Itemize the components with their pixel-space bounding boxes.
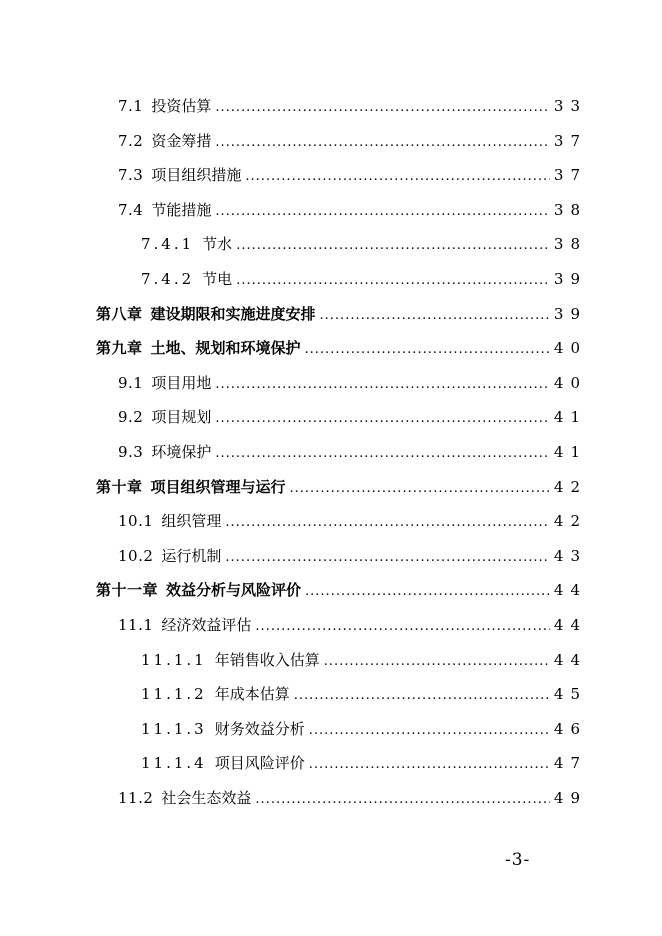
toc-entry-page: 46 (553, 719, 587, 738)
toc-entry[interactable] (118, 614, 587, 636)
toc-entry-title: 节电 (202, 270, 233, 288)
toc-entry[interactable] (141, 649, 587, 671)
toc-entry-number: 7.4.2 (141, 270, 195, 288)
toc-entry[interactable] (118, 441, 587, 463)
toc-entry[interactable] (118, 787, 587, 809)
toc-dot-leader (324, 651, 550, 673)
toc-dot-leader (309, 720, 550, 742)
toc-entry[interactable] (96, 476, 587, 498)
toc-entry-number: 7.3 (118, 166, 144, 185)
toc-entry[interactable] (141, 718, 587, 740)
toc-entry-title: 财务效益分析 (214, 719, 305, 738)
toc-entry-page: 37 (553, 131, 587, 150)
toc-entry-title: 经济效益评估 (161, 616, 252, 634)
toc-entry-number: 11.1.4 (141, 754, 207, 773)
toc-entry-page: 45 (553, 685, 587, 704)
page-number: -3- (505, 850, 531, 870)
toc-entry[interactable] (118, 164, 587, 186)
toc-entry-page: 44 (553, 650, 587, 669)
toc-entry-number: 9.1 (118, 373, 144, 392)
toc-entry-number: 10.1 (118, 512, 154, 531)
toc-dot-leader (225, 547, 549, 569)
toc-entry[interactable] (141, 268, 587, 290)
toc-entry-number: 10.2 (118, 546, 154, 565)
toc-entry-page: 38 (553, 235, 587, 254)
toc-entry-title: 项目风险评价 (214, 754, 305, 773)
toc-entry-number: 第十章 (96, 477, 143, 496)
toc-entry-title: 效益分析与风险评价 (166, 581, 302, 600)
toc-entry-page: 41 (553, 408, 587, 427)
toc-entry-title: 年成本估算 (214, 685, 290, 704)
toc-dot-leader (225, 512, 549, 534)
toc-dot-leader (215, 201, 550, 223)
toc-entry[interactable] (118, 406, 587, 428)
toc-entry-title: 建设期限和实施进度安排 (150, 304, 316, 323)
toc-entry-title: 组织管理 (161, 512, 222, 531)
toc-entry[interactable] (141, 752, 587, 774)
toc-entry[interactable] (96, 337, 587, 359)
toc-dot-leader (215, 374, 550, 396)
toc-entry-page: 40 (553, 339, 587, 358)
toc-entry-number: 7.2 (118, 131, 144, 150)
toc-dot-leader (215, 443, 550, 465)
toc-entry[interactable] (118, 372, 587, 394)
toc-entry-page: 39 (553, 304, 587, 323)
toc-entry-title: 节能措施 (151, 200, 212, 219)
toc-entry[interactable] (118, 95, 587, 117)
toc-entry[interactable] (118, 130, 587, 152)
toc-dot-leader (320, 305, 550, 327)
toc-dot-leader (215, 97, 550, 119)
toc-entry[interactable] (141, 683, 587, 705)
toc-entry-number: 7.4.1 (141, 235, 195, 254)
toc-entry-title: 节水 (202, 235, 233, 254)
toc-entry-title: 土地、规划和环境保护 (150, 339, 301, 358)
toc-entry-page: 41 (553, 443, 587, 461)
toc-dot-leader (236, 270, 550, 292)
toc-entry-number: 第十一章 (96, 581, 159, 600)
toc-entry-title: 项目用地 (151, 373, 212, 392)
toc-entry-title: 社会生态效益 (161, 789, 252, 807)
toc-entry[interactable] (96, 303, 587, 325)
toc-entry-page: 37 (553, 166, 587, 185)
toc-entry[interactable] (96, 579, 587, 601)
toc-entry-page: 33 (553, 97, 587, 115)
toc-entry-title: 项目规划 (151, 408, 212, 427)
toc-entry-number: 第八章 (96, 304, 143, 323)
toc-entry-title: 项目组织管理与运行 (150, 477, 286, 496)
toc-entry-number: 11.1.1 (141, 650, 207, 669)
toc-entry-number: 9.2 (118, 408, 144, 427)
toc-entry-page: 40 (553, 373, 587, 392)
toc-entry-page: 44 (553, 616, 587, 634)
toc-entry-number: 11.2 (118, 789, 154, 807)
toc-dot-leader (309, 754, 550, 776)
toc-entry[interactable] (118, 510, 587, 532)
toc-entry-number: 7.1 (118, 97, 144, 115)
toc-entry[interactable] (141, 233, 587, 255)
toc-entry[interactable] (118, 199, 587, 221)
toc-entry[interactable] (118, 545, 587, 567)
toc-entry-page: 47 (553, 754, 587, 773)
toc-dot-leader (294, 685, 550, 707)
toc-entry-number: 11.1.3 (141, 719, 207, 738)
toc-dot-leader (255, 616, 549, 638)
toc-dot-leader (305, 339, 550, 361)
toc-entry-page: 42 (553, 477, 587, 496)
toc-entry-page: 49 (553, 789, 587, 807)
toc-dot-leader (245, 166, 550, 188)
toc-entry-number: 第九章 (96, 339, 143, 358)
toc-entry-page: 42 (553, 512, 587, 531)
toc-dot-leader (215, 132, 550, 154)
toc-dot-leader (236, 235, 550, 257)
toc-dot-leader (215, 408, 550, 430)
toc-entry-number: 7.4 (118, 200, 144, 219)
toc-entry-title: 年销售收入估算 (214, 650, 320, 669)
toc-entry-title: 资金筹措 (151, 131, 212, 150)
toc-entry-page: 39 (553, 270, 587, 288)
toc-dot-leader (305, 581, 550, 603)
toc-entry-number: 11.1 (118, 616, 154, 634)
toc-entry-page: 38 (553, 200, 587, 219)
toc-entry-title: 环境保护 (151, 443, 212, 461)
toc-entry-page: 44 (553, 581, 587, 600)
toc-entry-number: 9.3 (118, 443, 144, 461)
toc-entry-title: 投资估算 (151, 97, 212, 115)
toc-entry-title: 项目组织措施 (151, 166, 242, 185)
toc-dot-leader (255, 789, 549, 811)
toc-entry-page: 43 (553, 546, 587, 565)
toc-dot-leader (290, 478, 550, 500)
toc-entry-title: 运行机制 (161, 546, 222, 565)
toc-entry-number: 11.1.2 (141, 685, 207, 704)
